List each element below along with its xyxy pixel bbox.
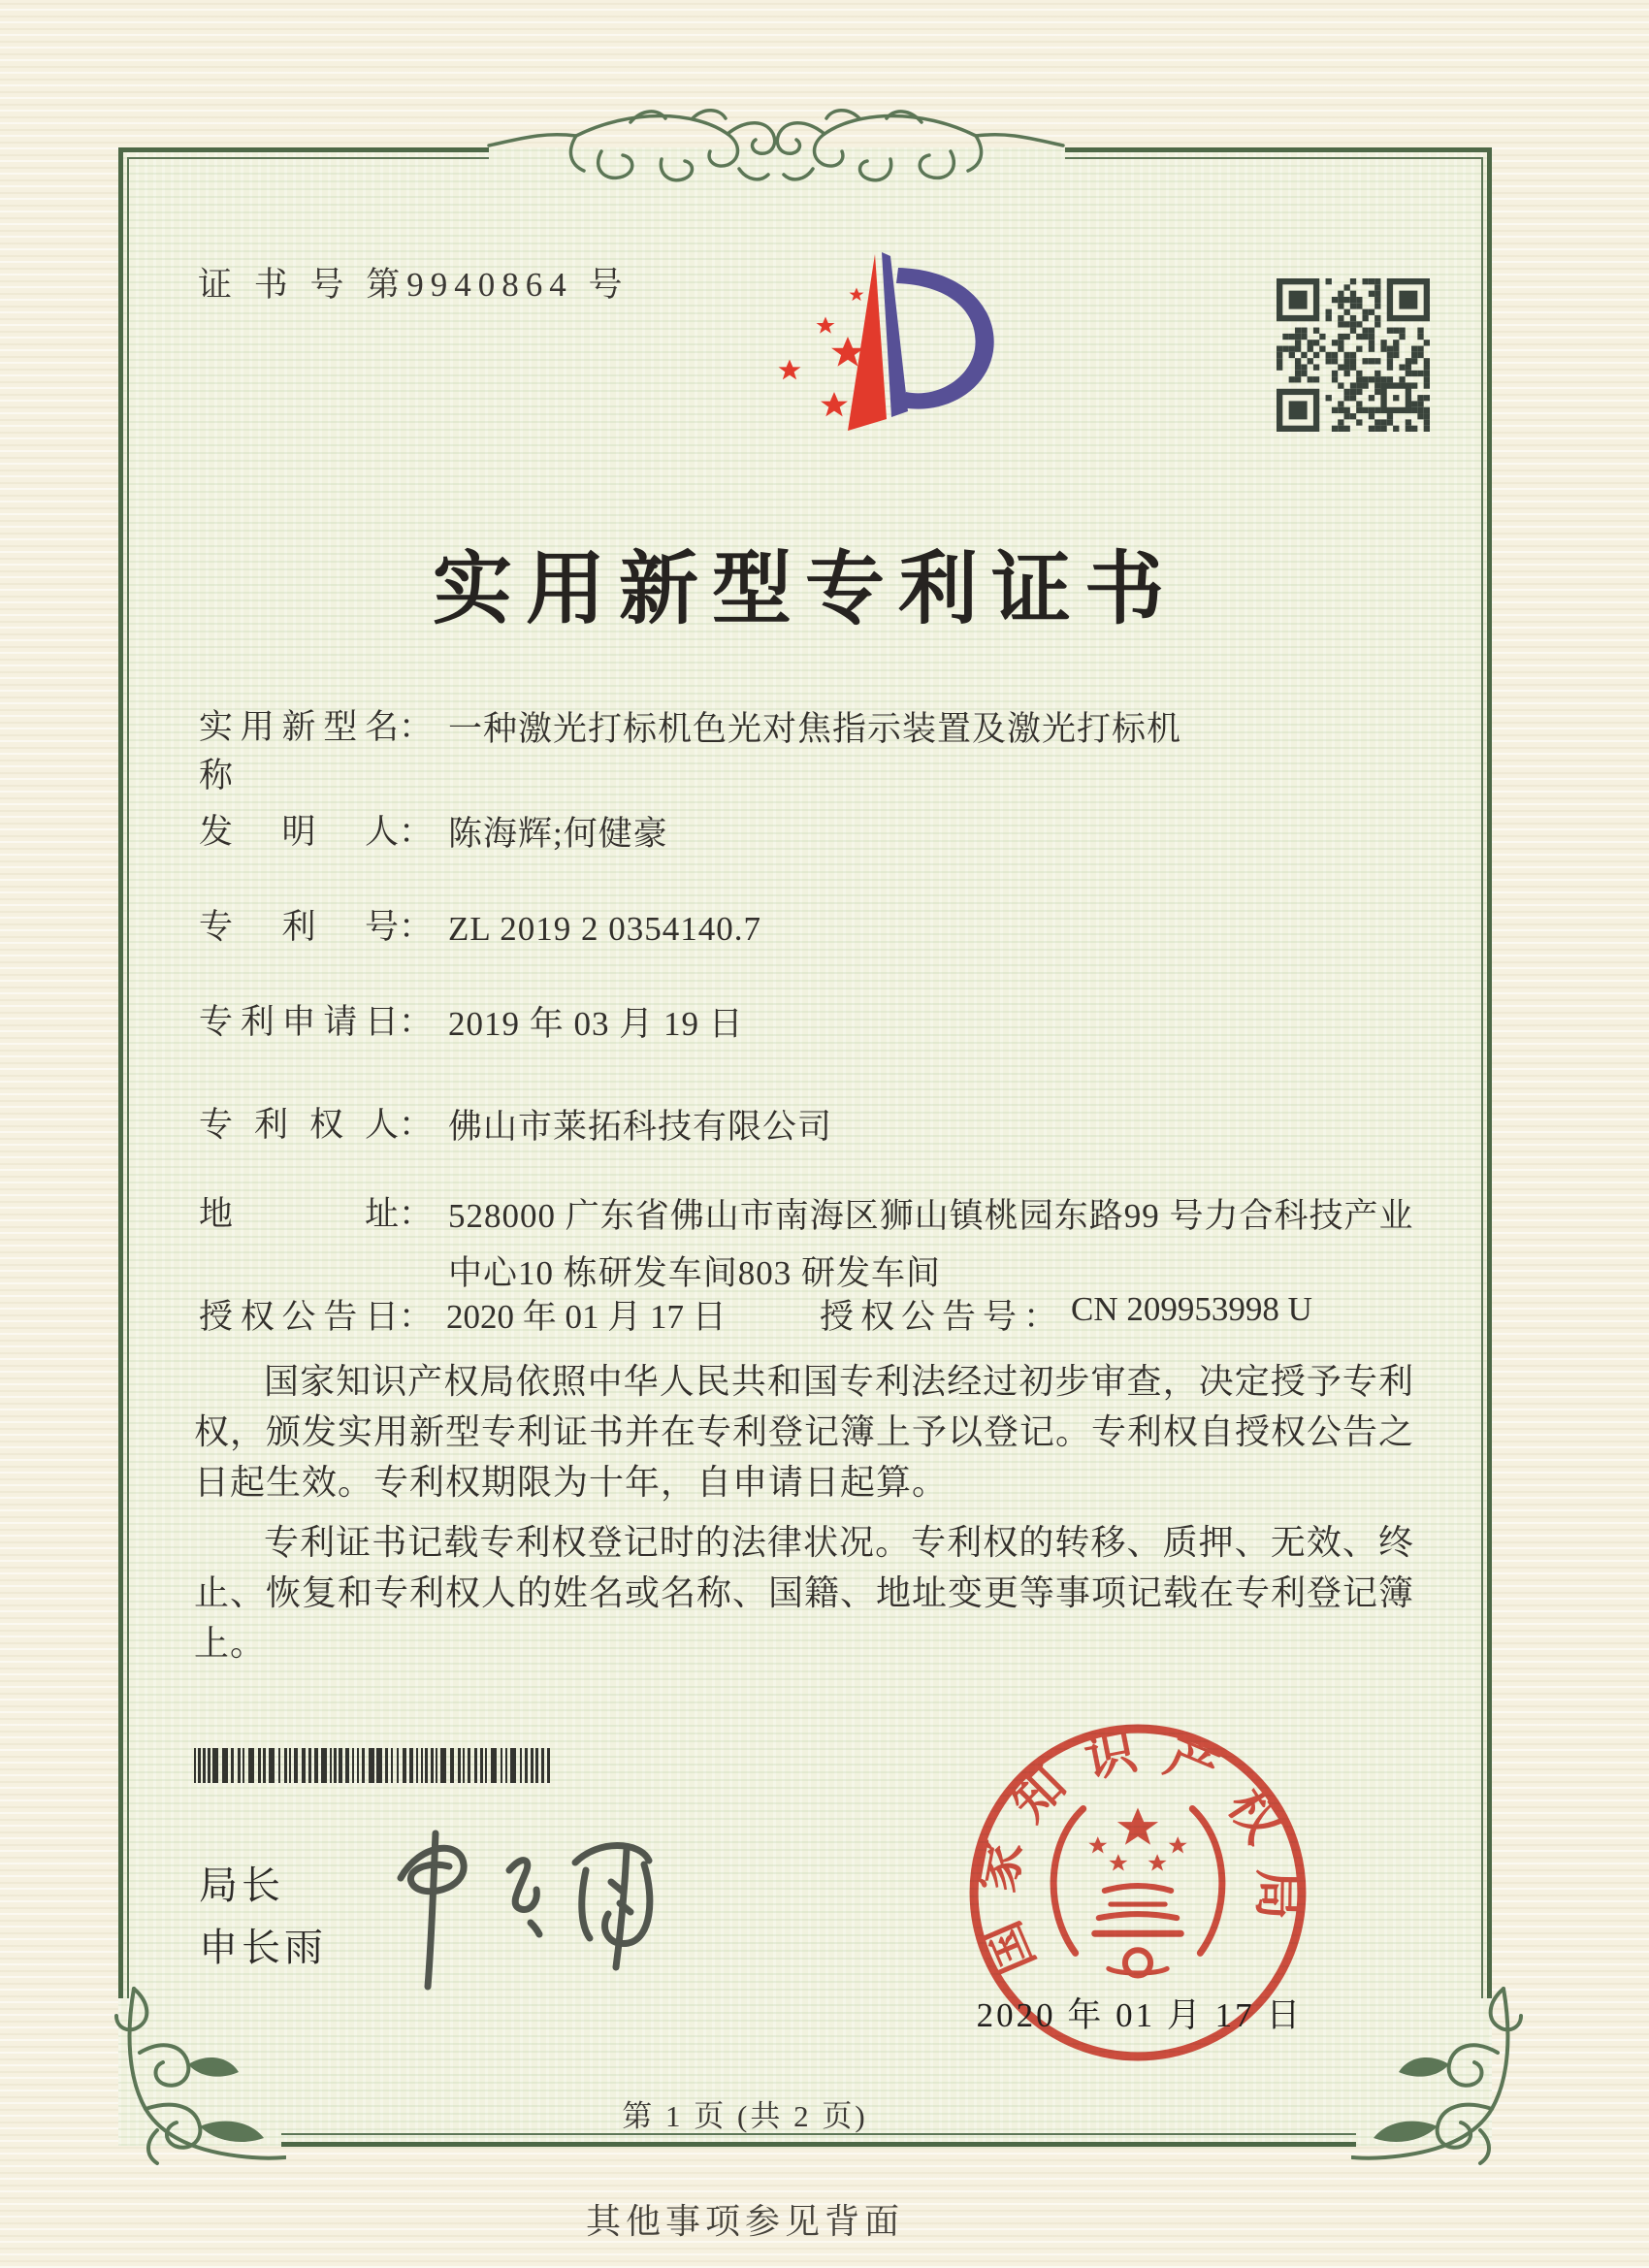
national-emblem	[1053, 1808, 1222, 1976]
border-inner-left	[127, 157, 129, 1998]
field-row-filing-date	[199, 995, 1460, 1053]
border-inner-top-right	[1065, 157, 1483, 159]
cnipa-logo-icon	[729, 244, 1030, 456]
certificate-title: 实用新型专利证书	[432, 545, 1178, 633]
field-label: 实用新型名称	[199, 708, 399, 794]
field-label: 地址	[199, 1195, 399, 1233]
page-number: 第 1 页 (共 2 页)	[622, 2099, 868, 2133]
field-row-inventor	[199, 805, 1460, 862]
seal-arc-text: 国家知识产权局	[968, 1723, 1307, 1983]
border-top-left-segment	[118, 147, 489, 152]
corner-ornament-right	[1351, 1985, 1531, 2169]
field-colon: ：	[399, 1003, 434, 1041]
officer-title: 局长	[199, 1863, 284, 1907]
officer-block	[199, 1855, 327, 1979]
border-right	[1487, 147, 1492, 1998]
field-label: 发明人	[199, 813, 399, 851]
legal-text	[194, 1356, 1414, 1678]
signature-script	[373, 1822, 674, 2011]
border-bottom	[281, 2142, 1356, 2147]
qr-code	[1277, 278, 1430, 432]
field-value: 陈海辉;何健豪	[448, 815, 668, 853]
field-value: 2019 年 03 月 19 日	[448, 1005, 744, 1043]
legal-paragraph-2: 专利证书记载专利权登记时的法律状况。专利权的转移、质押、无效、终止、恢复和专利权人的姓名或名称、国籍、地址变更等事项记载在专利登记簿上。	[194, 1523, 1415, 1663]
border-top-right-segment	[1065, 147, 1492, 152]
field-colon: ：	[399, 1106, 434, 1144]
grant-date-label: 授权公告日	[199, 1298, 399, 1336]
field-colon: ：	[399, 1195, 434, 1233]
field-label: 专利号	[199, 908, 399, 946]
officer-name: 申长雨	[199, 1926, 327, 1969]
border-left	[118, 147, 123, 1998]
field-colon: ：	[1023, 1298, 1058, 1336]
field-label: 专利申请日	[199, 1003, 399, 1041]
field-label: 专利权人	[199, 1106, 399, 1144]
field-value: ZL 2019 2 0354140.7	[448, 910, 761, 948]
field-row-patent-number	[199, 900, 1460, 957]
field-value: 佛山市莱拓科技有限公司	[448, 1108, 833, 1146]
seal-date: 2020 年 01 月 17 日	[976, 1996, 1304, 2034]
field-row-utility-model-name	[199, 700, 1460, 797]
barcode	[194, 1748, 553, 1783]
border-inner-top-left	[127, 157, 489, 159]
corner-ornament-left	[107, 1985, 286, 2169]
grant-number-value: CN 209953998 U	[1071, 1290, 1312, 1328]
grant-number-group	[820, 1290, 1312, 1339]
dragon-ornament	[485, 101, 1067, 190]
grant-date-value: 2020 年 01 月 17 日	[446, 1298, 727, 1336]
field-colon: ：	[399, 708, 434, 746]
field-row-address	[199, 1187, 1460, 1302]
grant-date-group	[199, 1290, 727, 1339]
field-colon: ：	[399, 813, 434, 851]
field-value: 一种激光打标机色光对焦指示装置及激光打标机	[448, 710, 1182, 748]
field-row-patentee	[199, 1098, 1460, 1155]
certificate-number: 证 书 号 第9940864 号	[198, 266, 630, 304]
grant-number-label: 授权公告号	[820, 1298, 1024, 1336]
back-note: 其他事项参见背面	[585, 2202, 904, 2241]
border-inner-right	[1481, 157, 1483, 1998]
legal-paragraph-1: 国家知识产权局依照中华人民共和国专利法经过初步审查，决定授予专利权，颁发实用新型专利证书并在专利登记簿上予以登记。专利权自授权公告之日起生效。专利权期限为十年，自申请日起算。	[194, 1362, 1415, 1502]
field-value: 528000 广东省佛山市南海区狮山镇桃园东路99 号力合科技产业中心10 栋研发车间803 研发车间	[448, 1197, 1414, 1292]
field-colon: ：	[399, 1298, 434, 1336]
field-colon: ：	[399, 908, 434, 946]
